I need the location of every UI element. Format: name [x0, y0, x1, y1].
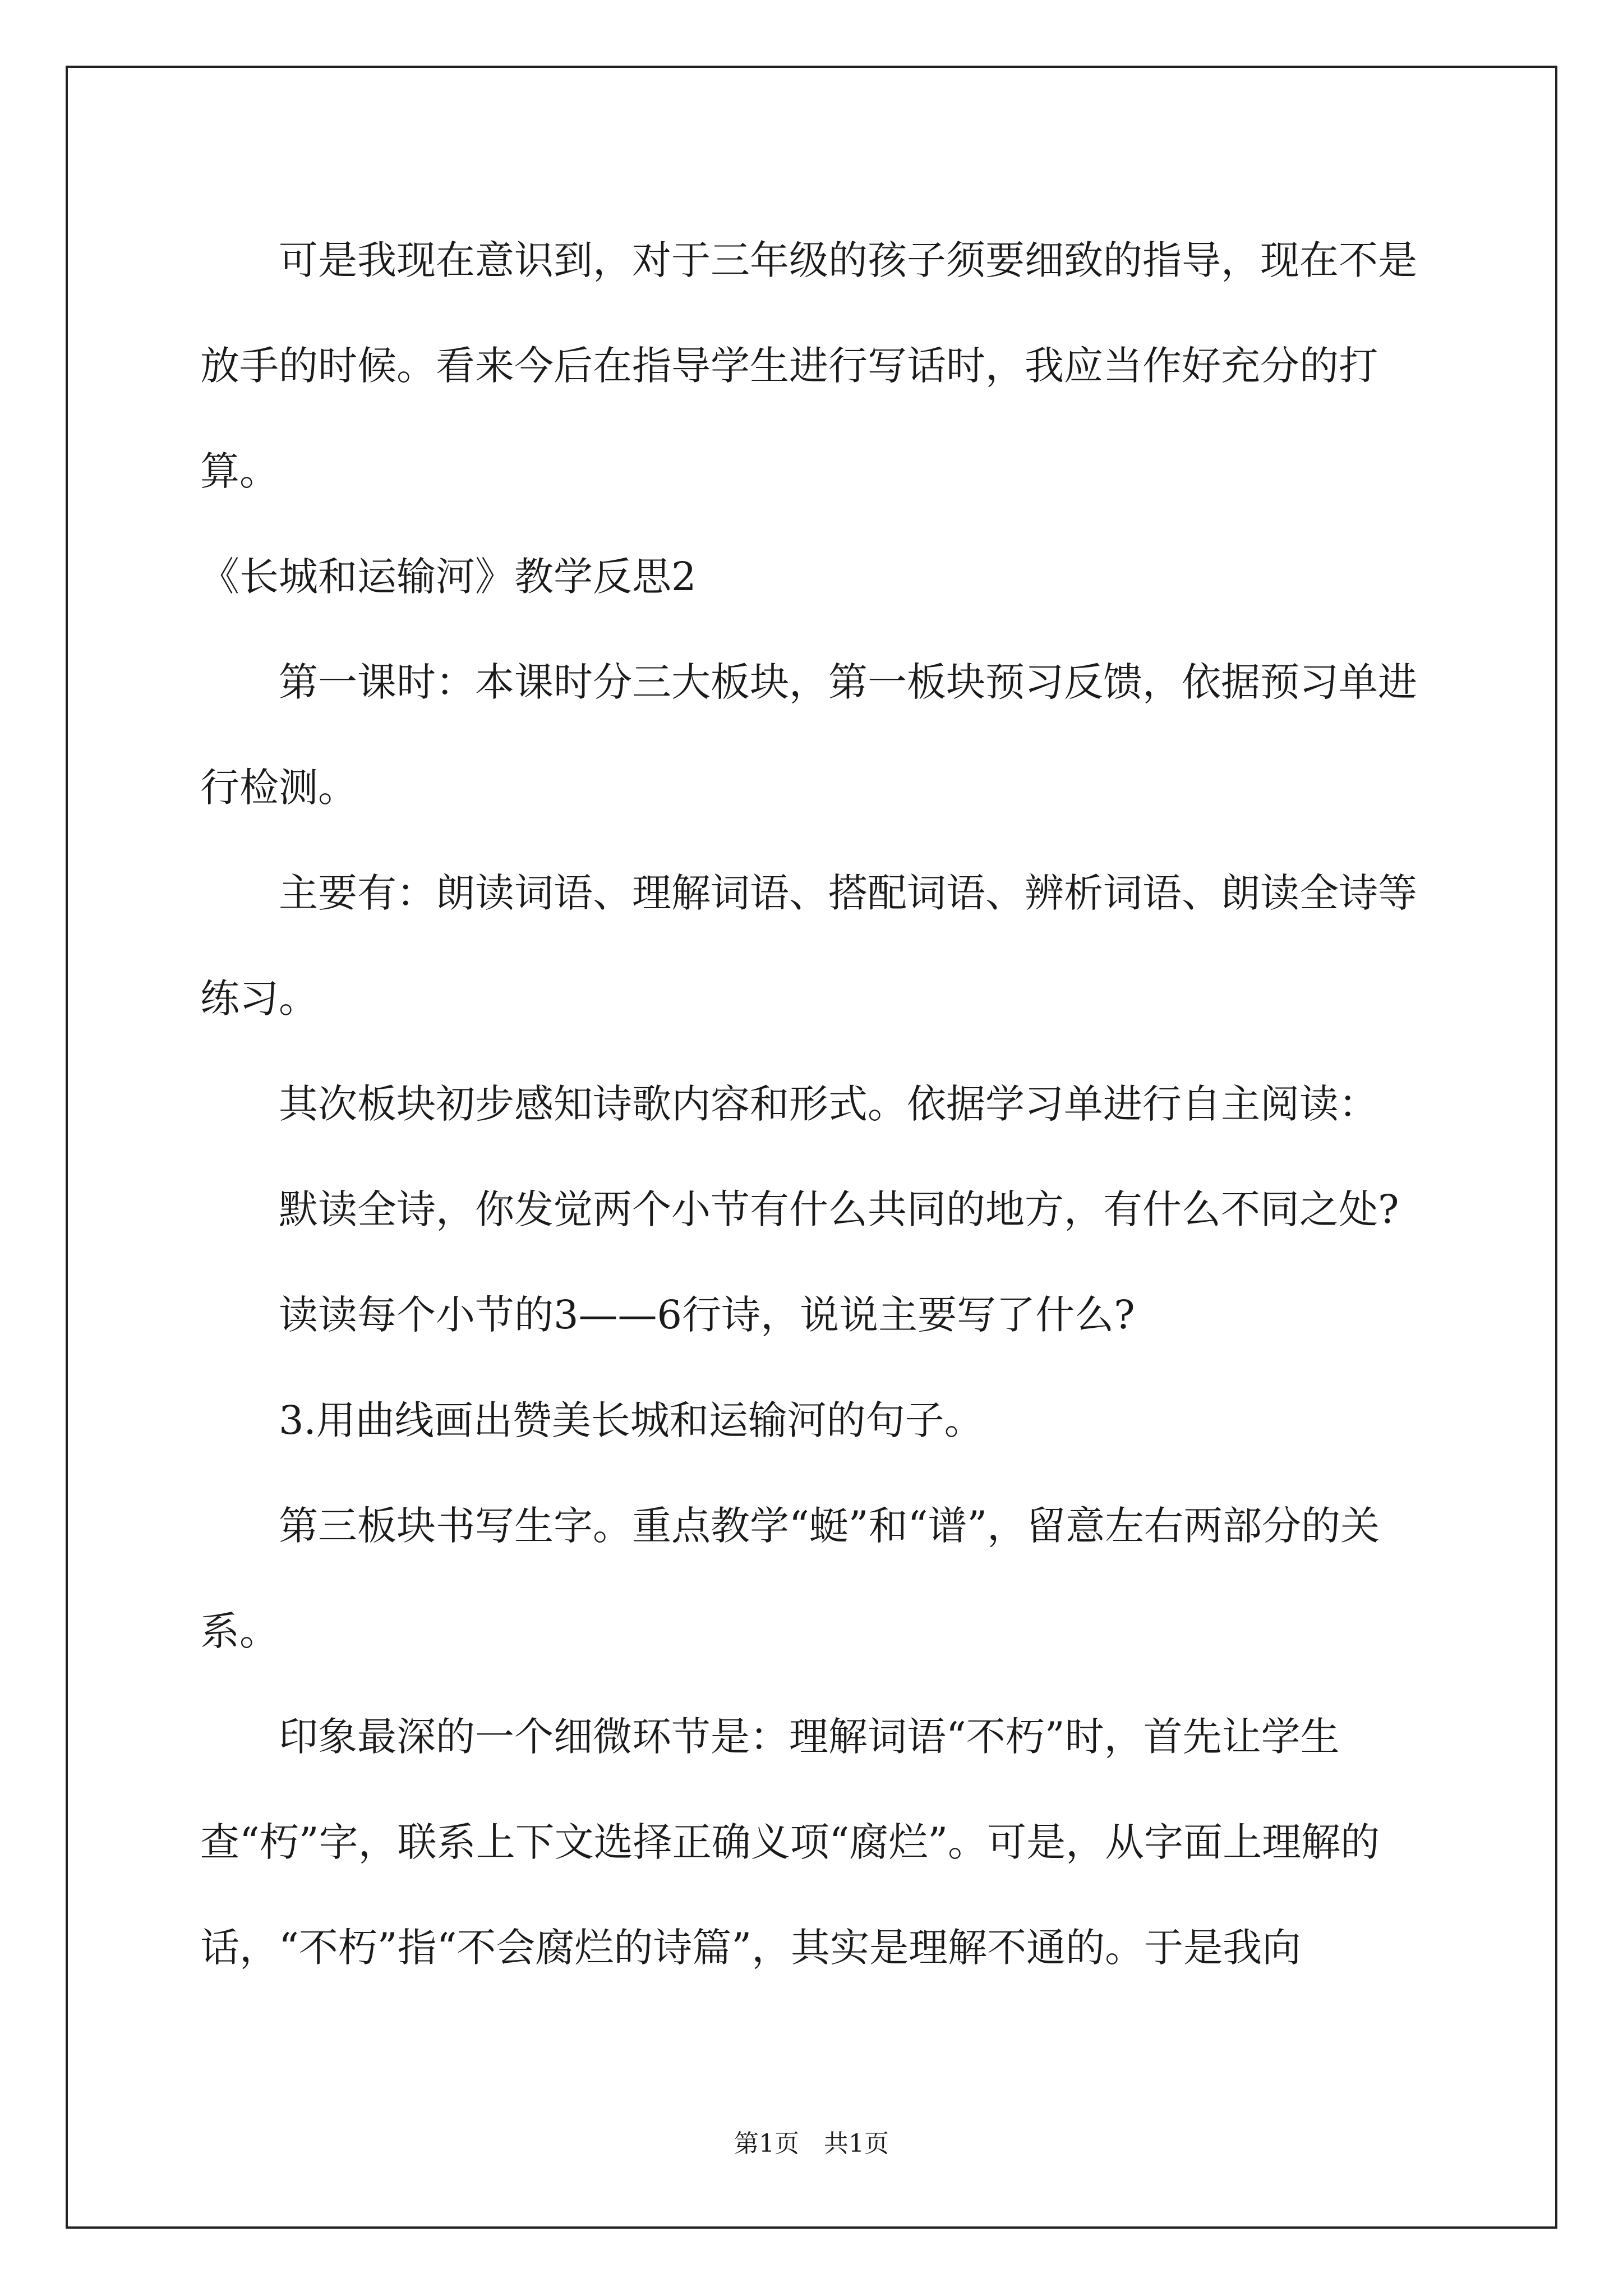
- paragraph: 默读全诗，你发觉两个小节有什么共同的地方，有什么不同之处?: [279, 1186, 1399, 1232]
- page-total: 共1页: [824, 2129, 889, 2158]
- page-footer: [0, 2127, 1623, 2161]
- paragraph: 主要有：朗读词语、理解词语、搭配词语、辨析词语、朗读全诗等练习。: [200, 870, 1417, 1022]
- paragraph: 读读每个小节的3——6行诗，说说主要写了什么?: [279, 1292, 1135, 1338]
- paragraph: 第一课时：本课时分三大板块，第一板块预习反馈，依据预习单进行检测。: [200, 659, 1417, 811]
- paragraph-intro: 可是我现在意识到，对于三年级的孩子须要细致的指导，现在不是放手的时候。看来今后在指导学生进行写话时，我应当作好充分的打算。: [200, 237, 1417, 494]
- page-number: 第1页: [734, 2129, 799, 2158]
- paragraph: 印象最深的一个细微环节是：理解词语“不朽”时，首先让学生查“朽”字，联系上下文选择正确义项“腐烂”。可是，从字面上理解的话，“不朽”指“不会腐烂的诗篇”，其实是理解不通的。于是我向: [200, 1714, 1380, 1971]
- document-body: [200, 208, 1434, 2000]
- paragraph: 3.用曲线画出赞美长城和运输河的句子。: [279, 1397, 984, 1443]
- paragraph: 第三板块书写生字。重点教学“蜓”和“谱”，留意左右两部分的关系。: [200, 1503, 1380, 1654]
- section-heading: 《长城和运输河》教学反思2: [200, 554, 697, 600]
- paragraph: 其次板块初步感知诗歌内容和形式。依据学习单进行自主阅读：: [279, 1081, 1378, 1127]
